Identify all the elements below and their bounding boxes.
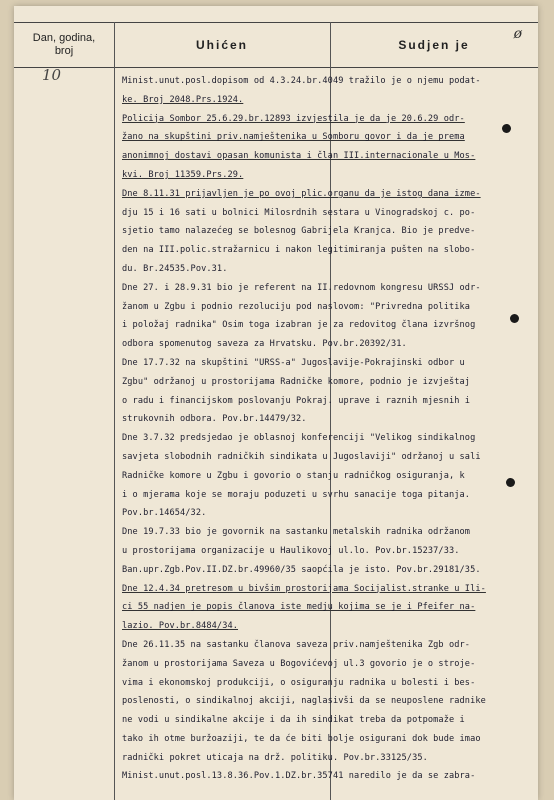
record-line: žano na skupštini priv.namještenika u Somboru govor i da je prema xyxy=(122,132,465,143)
record-line: Policija Sombor 25.6.29.br.12893 izvjestila je da je 20.6.29 odr- xyxy=(122,113,465,124)
punch-hole xyxy=(506,478,515,487)
record-line: Dne 27. i 28.9.31 bio je referent na II.redovnom kongresu URSSJ odr- xyxy=(122,282,481,293)
column-divider-1 xyxy=(114,22,115,800)
record-line: ke. Broj 2048.Prs.1924. xyxy=(122,94,244,105)
column-header-convicted: Sudjen je xyxy=(398,38,470,52)
handwritten-entry-number: 10 xyxy=(42,66,62,84)
record-line: lazio. Pov.br.8484/34. xyxy=(122,621,239,632)
record-line: Dne 26.11.35 na sastanku članova saveza priv.namještenika Zgb odr- xyxy=(122,639,471,650)
record-line: Minist.unut.posl.dopisom od 4.3.24.br.4049 tražilo je o njemu podat- xyxy=(122,76,481,86)
record-line: Dne 17.7.32 na skupštini "URSS-a" Jugoslavije-Pokrajinski odbor u xyxy=(122,357,465,368)
record-line: Dne 19.7.33 bio je govornik na sastanku metalskih radnika održanom xyxy=(122,527,471,538)
record-line: dju 15 i 16 sati u bolnici Milosrdnih sestara u Vinogradskoj c. po- xyxy=(122,207,476,218)
record-line: ci 55 nadjen je popis članova iste medju kojima se je i Pfeifer na- xyxy=(122,602,476,613)
record-line: Dne 3.7.32 predsjedao je oblasnoj konferenciji "Velikog sindikalnog xyxy=(122,433,476,444)
record-line: o radu i financijskom poslovanju Pokraj. uprave i raznih mjesnih i xyxy=(122,395,471,406)
record-line: u prostorijama organizacije u Haulikovoj ul.lo. Pov.br.15237/33. xyxy=(122,545,460,556)
record-line: Pov.br.14654/32. xyxy=(122,508,207,519)
record-line: Zgbu" održanoj u prostorijama Radničke komore, podnio je izvještaj xyxy=(122,376,471,387)
record-line: den na III.polic.stražarnicu i nakon legitimiranja pušten na slobo- xyxy=(122,245,476,256)
record-line: savjeta slobodnih radničkih sindikata u Jugoslaviji" održanoj u sali xyxy=(122,451,481,462)
record-line: Ban.upr.Zgb.Pov.II.DZ.br.49960/35 saopćila je isto. Pov.br.29181/35. xyxy=(122,564,481,575)
record-line: i o mjerama koje se moraju poduzeti u svrhu sanacije toga pitanja. xyxy=(122,489,471,500)
punch-hole xyxy=(510,314,519,323)
record-line: Minist.unut.posl.13.8.36.Pov.1.DZ.br.35741 naredilo je da se zabra- xyxy=(122,771,476,782)
punch-hole xyxy=(502,124,511,133)
record-line: radnički pokret uticaja na drž. politiku. Pov.br.33125/35. xyxy=(122,752,428,763)
record-line: sjetio tamo nalazećeg se bolesnog Gabrijela Kranjca. Bio je predve- xyxy=(122,226,476,237)
column-header-arrested: Uhićen xyxy=(195,38,248,52)
record-line: žanom u prostorijama Saveza u Bogovićevoj ul.3 govorio je o stroje- xyxy=(122,658,476,669)
record-line: Dne 12.4.34 pretresom u bivšim prostorijama Socijalist.stranke u Ili- xyxy=(122,583,486,594)
table-header xyxy=(14,22,538,68)
record-line: poslenosti, o sindikalnoj akciji, naglasivši da se neuposlene radnike xyxy=(122,696,486,707)
handwritten-corner-mark: ø xyxy=(513,26,522,42)
record-line: i položaj radnika" Osim toga izabran je za redovitog člana izvršnog xyxy=(122,320,476,331)
record-line: ne vodi u sindikalne akcije i da ih sindikat treba da potpomaže i xyxy=(122,715,465,726)
record-line: žanom u Zgbu i podnio rezoluciju pod naslovom: "Privredna politika xyxy=(122,301,471,312)
record-line: strukovnih odbora. Pov.br.14479/32. xyxy=(122,414,307,425)
record-line: vima i ekonomskoj produkciji, o osiguranju radnika u bolesti i bes- xyxy=(122,677,476,688)
record-line: tako ih otme buržoaziji, te da će biti bolje osigurani dok bude imao xyxy=(122,733,481,744)
record-line: odbora spomenutog saveza za Hrvatsku. Pov.br.20392/31. xyxy=(122,339,407,350)
document-sheet xyxy=(14,6,538,800)
record-line: anonimnoj dostavi opasan komunista i član III.internacionale u Mos- xyxy=(122,151,476,162)
column-header-date: Dan, godina, broj xyxy=(32,32,96,57)
record-line: du. Br.24535.Pov.31. xyxy=(122,263,228,274)
record-line: Radničke komore u Zgbu i govorio o stanju radničkog osiguranja, k xyxy=(122,470,465,481)
record-line: Dne 8.11.31 prijavljen je po ovoj plic.organu da je istog dana izme- xyxy=(122,188,481,199)
record-line: kvi. Broj 11359.Prs.29. xyxy=(122,169,244,180)
typed-record-text xyxy=(122,72,532,786)
